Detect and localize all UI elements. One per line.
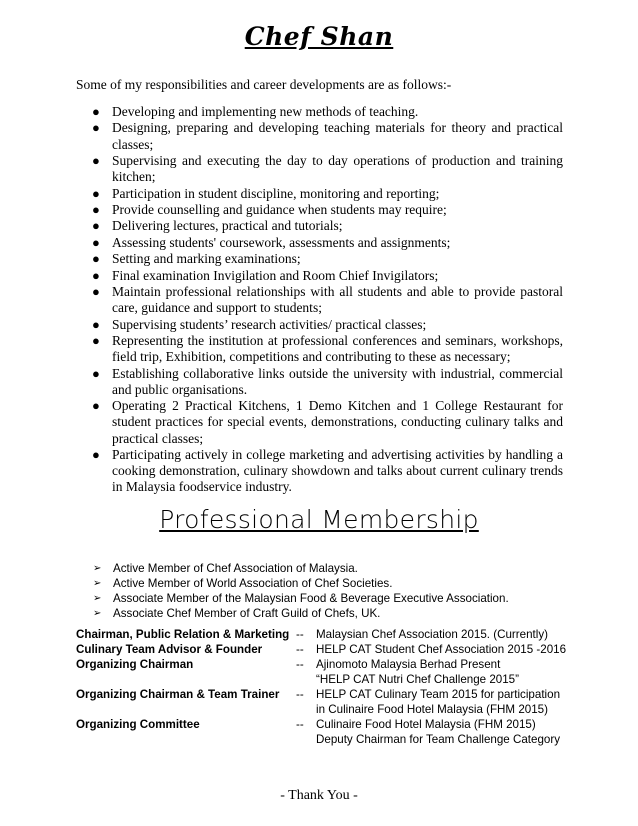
role-description: HELP CAT Culinary Team 2015 for participation (316, 688, 561, 701)
role-row (76, 627, 576, 642)
bullet-icon: ● (92, 218, 100, 234)
list-item: ● Delivering lectures, practical and tutorials; (92, 218, 343, 234)
role-row (76, 642, 576, 657)
role-title: Chairman, Public Relation & Marketing (76, 628, 290, 641)
bullet-icon: ● (92, 120, 100, 136)
bullet-icon: ● (92, 365, 100, 381)
arrow-bullet-icon: ➢ (93, 593, 102, 604)
bullet-icon: ● (92, 332, 100, 348)
role-separator: -- (296, 643, 304, 656)
role-description: Ajinomoto Malaysia Berhad Present (316, 658, 501, 671)
list-item: ● Supervising and executing the day to day operations of production and training kitchen; (92, 152, 563, 185)
role-description-continued: in Culinaire Food Hotel Malaysia (FHM 2015) (316, 703, 548, 716)
list-item: ● Establishing collaborative links outside the university with industrial, commercial and public organisations. (92, 365, 563, 397)
bullet-icon: ● (92, 152, 100, 168)
list-item: ➢ Associate Chef Member of Craft Guild of Chefs, UK. (93, 607, 381, 620)
list-item: ➢ Associate Member of the Malaysian Food & Beverage Executive Association. (93, 592, 509, 605)
role-description: HELP CAT Student Chef Association 2015 -2016 (316, 643, 567, 656)
footer-text: - Thank You - (280, 788, 358, 803)
role-description: Culinaire Food Hotel Malaysia (FHM 2015) (316, 718, 536, 731)
bullet-icon: ● (92, 201, 100, 217)
role-row (76, 657, 576, 672)
role-title: Culinary Team Advisor & Founder (76, 643, 263, 656)
roles-table (76, 627, 576, 747)
role-separator: -- (296, 658, 304, 671)
role-description: Malaysian Chef Association 2015. (Currently) (316, 628, 548, 641)
arrow-bullet-icon: ➢ (93, 608, 102, 619)
list-item: ● Developing and implementing new methods of teaching. (92, 104, 419, 119)
role-description-continued: Deputy Chairman for Team Challenge Category (316, 733, 561, 746)
bullet-icon: ● (92, 398, 100, 414)
list-item: ● Maintain professional relationships with all students and able to provide pastoral care, guidance and support to students; (92, 283, 563, 316)
list-item: ● Designing, preparing and developing teaching materials for theory and practical classes; (92, 120, 563, 152)
role-row (76, 687, 576, 702)
list-item: ● Operating 2 Practical Kitchens, 1 Demo Kitchen and 1 College Restaurant for student practices for special events, demonstrations, conducting culinary talks and practical classes; (92, 398, 563, 446)
list-item: ● Representing the institution at professional conferences and seminars, workshops, field trip, Exhibition, competitions and contributing to these as necessary; (92, 332, 563, 365)
list-item: ● Setting and marking examinations; (92, 251, 301, 267)
bullet-icon: ● (92, 283, 100, 299)
bullet-icon: ● (92, 446, 100, 462)
bullet-icon: ● (92, 251, 100, 267)
role-title: Organizing Committee (76, 718, 200, 731)
list-item: ● Final examination Invigilation and Room Chief Invigilators; (92, 267, 439, 283)
list-item: ● Supervising students’ research activities/ practical classes; (92, 316, 427, 332)
list-item: ➢ Active Member of Chef Association of Malaysia. (93, 562, 358, 575)
role-separator: -- (296, 718, 304, 731)
page-title: Chef Shan (244, 22, 394, 51)
membership-list (93, 561, 563, 621)
list-item: ● Assessing students' coursework, assessments and assignments; (92, 234, 451, 250)
bullet-icon: ● (92, 267, 100, 283)
role-separator: -- (296, 628, 304, 641)
list-item: ● Provide counselling and guidance when students may require; (92, 201, 447, 217)
role-separator: -- (296, 688, 304, 701)
bullet-icon: ● (92, 185, 100, 201)
arrow-bullet-icon: ➢ (93, 563, 102, 574)
role-title: Organizing Chairman (76, 658, 194, 671)
responsibilities-list (90, 104, 563, 496)
intro-text: Some of my responsibilities and career developments are as follows:- (76, 77, 452, 92)
role-description-continued: “HELP CAT Nutri Chef Challenge 2015” (316, 673, 519, 686)
arrow-bullet-icon: ➢ (93, 578, 102, 589)
bullet-icon: ● (92, 316, 100, 332)
role-title: Organizing Chairman & Team Trainer (76, 688, 280, 701)
bullet-icon: ● (92, 104, 100, 119)
membership-heading: Professional Membership (159, 505, 479, 534)
list-item: ● Participation in student discipline, monitoring and reporting; (92, 185, 440, 201)
list-item: ➢ Active Member of World Association of Chef Societies. (93, 577, 393, 590)
role-row (76, 717, 576, 732)
list-item: ● Participating actively in college marketing and advertising activities by handling a cooking demonstration, culinary showdown and talks about current culinary trends in Malaysia foodservice industry. (92, 446, 563, 495)
bullet-icon: ● (92, 234, 100, 250)
